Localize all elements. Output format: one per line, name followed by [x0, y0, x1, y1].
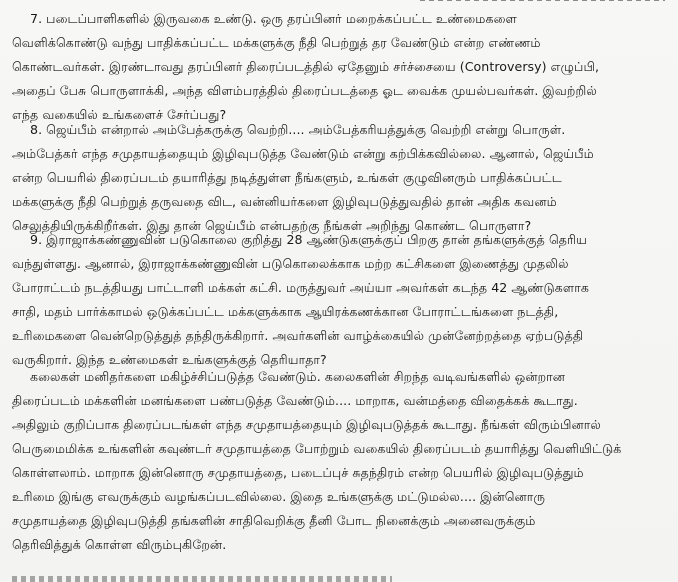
paragraph-line: திரைப்படம் மக்களின் மனங்களை பண்படுத்த வேண்டும்.... மாறாக, வன்மத்தை விதைக்கக் கூடாது. [12, 393, 578, 408]
paragraph-line: வந்துள்ளது. ஆனால், இராஜாக்கண்ணுவின் படுகொலைக்காக மற்ற கட்சிகளை இணைத்து முதலில் [12, 256, 569, 271]
paragraph-line: 7. படைப்பாளிகளில் இருவகை உண்டு. ஒரு தரப்பினர் மறைக்கப்பட்ட உண்மைகளை [30, 11, 517, 26]
paragraph-line: என்ற பெயரில் திரைப்படம் தயாரித்து நடித்துள்ள நீங்களும், உங்கள் குழுவினரும் பாதிக்கப்பட்ட [12, 170, 562, 185]
paragraph-line: தெரிவித்துக் கொள்ள விரும்புகிறேன். [12, 537, 227, 552]
question-7-paragraph [12, 7, 666, 127]
paragraph-line: கலைகள் மனிதர்களை மகிழ்ச்சிப்படுத்த வேண்டும். கலைகளின் சிறந்த வடிவங்களில் ஒன்றான [30, 369, 566, 384]
paragraph-line: கொள்ளலாம். மாறாக இன்னொரு சமுதாயத்தை, படைப்புச் சுதந்திரம் என்ற பெயரில் இழிவுபடுத்தும் [12, 465, 584, 480]
paragraph-line: செலுத்தியிருக்கிறீர்கள். இது தான் ஜெய்பீம் என்பதற்கு நீங்கள் அறிந்து கொண்ட பொருளா? [12, 218, 532, 233]
question-8-paragraph [12, 118, 666, 238]
paragraph-line: உரிமை இங்கு எவருக்கும் வழங்கப்படவில்லை. இதை உங்களுக்கு மட்டுமல்ல.... இன்னொரு [12, 489, 546, 504]
paragraph-line: அதிலும் குறிப்பாக திரைப்படங்கள் எந்த சமுதாயத்தையும் இழிவுபடுத்தக் கூடாது. நீங்கள் விரும்பினால் [12, 417, 601, 432]
cropped-text-fragment-top [0, 0, 678, 5]
paragraph-line: சமுதாயத்தை இழிவுபடுத்தி தங்களின் சாதிவெறிக்கு தீனி போட நினைக்கும் அனைவருக்கும் [12, 513, 536, 528]
paragraph-line: வருகிறார். இந்த உண்மைகள் உங்களுக்குத் தெரியாதா? [12, 352, 327, 367]
paragraph-line: 8. ஜெய்பீம் என்றால் அம்பேத்கருக்கு வெற்றி.... அம்பேத்கரியத்துக்கு வெற்றி என்று பொருள். [30, 122, 566, 137]
closing-paragraph [12, 365, 666, 557]
paragraph-line: சாதி, மதம் பார்க்காமல் ஒடுக்கப்பட்ட மக்களுக்காக ஆயிரக்கணக்கான போராட்டங்களை நடத்தி, [12, 304, 559, 319]
paragraph-line: உரிமைகளை வென்றெடுத்துத் தந்திருக்கிறார். அவர்களின் வாழ்க்கையில் முன்னேற்றத்தை ஏற்படுத்தி [12, 328, 584, 343]
paragraph-line: அதைப் பேசு பொருளாக்கி, அந்த விளம்பரத்தில் திரைப்படத்தை ஓட வைக்க முயல்பவர்கள். இவற்றில் [12, 83, 597, 98]
paragraph-line: அம்பேத்கர் எந்த சமுதாயத்தையும் இழிவுபடுத்த வேண்டும் என்று கற்பிக்கவில்லை. ஆனால், ஜெய்பீம் [12, 146, 594, 161]
paragraph-line: கொண்டவர்கள். இரண்டாவது தரப்பினர் திரைப்படத்தில் ஏதேனும் சர்ச்சையை (Controversy) எழுப்பி, [12, 59, 600, 74]
paragraph-line: பெருமைமிக்க உங்களின் கவுண்டர் சமுதாயத்தை போற்றும் வகையில் திரைப்படம் தயாரித்து வெளியிட்டுக் [12, 441, 622, 456]
paragraph-line: எந்த வகையில் உங்களைச் சேர்ப்பது? [12, 107, 227, 122]
paragraph-line: வெளிக்கொண்டு வந்து பாதிக்கப்பட்ட மக்களுக்கு நீதி பெற்றுத் தர வேண்டும் என்ற எண்ணம் [12, 35, 541, 50]
paragraph-line: மக்களுக்கு நீதி பெற்றுத் தருவதை விட, வன்னியர்களை இழிவுபடுத்துவதில் தான் அதிக கவனம் [12, 194, 557, 209]
cropped-text-fragment-bottom [12, 576, 392, 582]
paragraph-line: 9. இராஜாக்கண்ணுவின் படுகொலை குறித்து 28 ஆண்டுகளுக்குப் பிறகு தான் தங்களுக்குத் தெரிய [30, 232, 587, 247]
paragraph-line: போராட்டம் நடத்தியது பாட்டாளி மக்கள் கட்சி. மருத்துவர் அய்யா அவர்கள் கடந்த 42 ஆண்டுகளாக [12, 280, 589, 295]
question-9-paragraph [12, 228, 666, 372]
